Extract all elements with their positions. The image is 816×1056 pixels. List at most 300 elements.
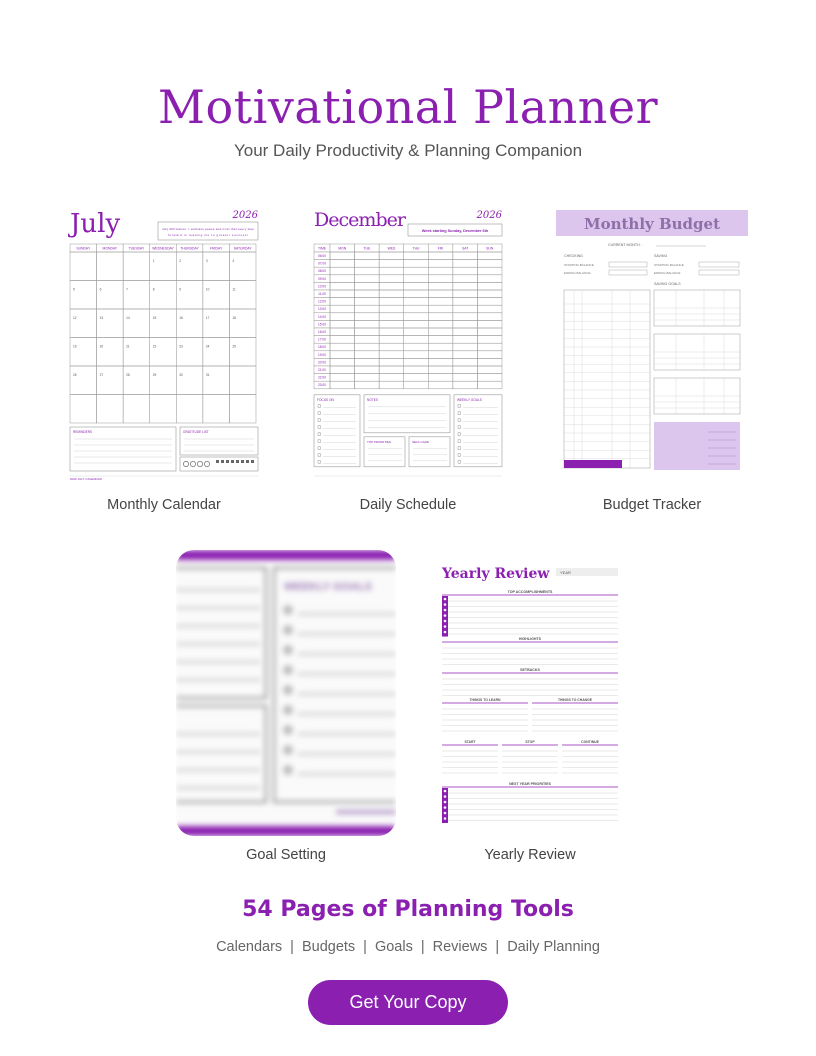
column-label: TIME [317, 246, 327, 251]
date-number: 21 [126, 344, 130, 349]
schedule-cell [330, 358, 355, 366]
calendar-cell [70, 309, 97, 338]
affirmation-text: forward is leading me to greater success! [168, 233, 248, 237]
habit-box [180, 457, 258, 471]
checkbox [458, 454, 461, 457]
bullet-dot [444, 631, 447, 634]
checkbox [458, 447, 461, 450]
schedule-cell [477, 290, 502, 298]
date-number: 12 [73, 316, 77, 320]
bullet-dot [444, 625, 447, 628]
checkbox [458, 433, 461, 436]
separator: | [363, 939, 367, 955]
calendar-cell [229, 309, 256, 338]
schedule-cell [379, 252, 404, 260]
schedule-cell [379, 298, 404, 306]
yearly-title: Yearly Review [442, 566, 550, 582]
balance-field [699, 262, 739, 267]
schedule-cell [355, 374, 380, 382]
date-number: 30 [179, 373, 183, 377]
section-label: START [464, 740, 476, 744]
top-label: TOP PRIORITIES [367, 439, 391, 444]
schedule-cell [379, 320, 404, 328]
time-label: 21:00 [318, 368, 326, 372]
schedule-cell [477, 313, 502, 321]
schedule-cell [428, 267, 453, 275]
date-number: 29 [152, 373, 157, 377]
saving-label: SAVING [654, 254, 668, 258]
schedule-cell [428, 358, 453, 366]
schedule-cell [330, 305, 355, 313]
calendar-cell [97, 395, 124, 424]
date-number: 25 [232, 344, 236, 349]
schedule-cell [404, 328, 429, 336]
schedule-cell [379, 343, 404, 351]
schedule-cell [355, 305, 380, 313]
balance-field [609, 262, 647, 267]
schedule-cell [330, 343, 355, 351]
affirmation-box [158, 222, 258, 240]
calendar-cell [203, 252, 230, 281]
goal-bullet [283, 645, 293, 655]
weekly-goals-label: WEEKLY GOALS [284, 581, 373, 593]
schedule-cell [428, 290, 453, 298]
goal-setting-caption: Goal Setting [246, 847, 326, 863]
habit-dot [231, 460, 234, 463]
calendar-cell [203, 281, 230, 310]
calendar-cell [70, 395, 97, 424]
schedule-cell [355, 381, 380, 389]
bottom-band [176, 826, 396, 836]
schedule-cell [404, 252, 429, 260]
calendar-cell [203, 309, 230, 338]
date-number: 27 [99, 373, 104, 377]
page-title: Motivational Planner [157, 80, 659, 134]
calendar-cell [97, 252, 124, 281]
date-number: 28 [126, 373, 130, 377]
balance-label: STARTING BALANCE [654, 263, 684, 267]
schedule-cell [379, 290, 404, 298]
feature-list [0, 939, 816, 955]
schedule-cell [453, 336, 478, 344]
schedule-cell [404, 351, 429, 359]
section-label: TOP ACCOMPLISHMENTS [507, 590, 553, 594]
schedule-cell [428, 313, 453, 321]
week-label: Week starting Sunday, December 6th [421, 229, 489, 233]
checkbox [458, 440, 461, 443]
bullet-dot [444, 598, 447, 601]
schedule-cell [477, 260, 502, 268]
mood-icon [197, 461, 202, 466]
schedule-cell [379, 267, 404, 275]
calendar-cell [176, 309, 203, 338]
calendar-cell [203, 366, 230, 395]
goal-bullet [283, 625, 293, 635]
calendar-cell [123, 309, 150, 338]
habit-dot [236, 460, 239, 463]
feature-item: Goals [374, 939, 413, 955]
schedule-cell [355, 366, 380, 374]
budget-title: Monthly Budget [583, 215, 721, 233]
date-number: 18 [232, 316, 236, 320]
bullet-dot [444, 817, 447, 820]
calendar-cell [70, 281, 97, 310]
goal-bullet [283, 605, 293, 615]
calendar-cell [97, 309, 124, 338]
schedule-cell [453, 275, 478, 283]
time-label: 07:00 [318, 261, 326, 266]
schedule-cell [453, 366, 478, 374]
section-label: NEXT YEAR PRIORITIES [509, 782, 551, 786]
notes-label: NOTES [367, 397, 378, 402]
checkbox [318, 440, 321, 443]
schedule-cell [477, 336, 502, 344]
goal-bullet [283, 685, 293, 695]
reminders-label: REMINDERS [73, 430, 93, 434]
schedule-cell [428, 275, 453, 283]
schedule-cell [355, 252, 380, 260]
monthly-calendar-caption: Monthly Calendar [107, 497, 221, 513]
schedule-cell [453, 313, 478, 321]
schedule-cell [477, 282, 502, 290]
date-number: 3 [205, 259, 208, 263]
schedule-cell [379, 351, 404, 359]
schedule-cell [330, 267, 355, 275]
schedule-cell [404, 275, 429, 283]
section-label: STOP [525, 740, 535, 744]
date-number: 26 [73, 373, 77, 377]
time-label: 10:00 [318, 284, 326, 289]
mood-icon [190, 461, 195, 466]
goals-box [454, 395, 502, 467]
bullet-dot [444, 603, 447, 606]
section-label: THINGS TO CHANGE [557, 698, 593, 702]
schedule-cell [404, 320, 429, 328]
calendar-cell [123, 338, 150, 367]
habit-dot [241, 460, 244, 463]
bullet-dot [444, 609, 447, 612]
schedule-cell [428, 351, 453, 359]
time-label: 18:00 [318, 345, 326, 350]
calendar-cell [229, 281, 256, 310]
time-label: 06:00 [318, 254, 326, 258]
daily-schedule-preview [312, 204, 504, 484]
schedule-cell [355, 267, 380, 275]
schedule-cell [379, 313, 404, 321]
balance-field [609, 270, 647, 275]
checkbox [458, 461, 461, 464]
calendar-cell [97, 338, 124, 367]
date-number: 1 [152, 259, 155, 263]
habit-dot [246, 460, 249, 463]
column-label: MON [338, 246, 347, 251]
schedule-cell [428, 305, 453, 313]
schedule-cell [379, 328, 404, 336]
checkbox [458, 412, 461, 415]
selfcare-label: SELF-CARE [412, 439, 429, 444]
schedule-cell [477, 252, 502, 260]
date-number: 4 [232, 259, 235, 263]
goal-bullet [283, 765, 293, 775]
year-label: 2026 [476, 210, 502, 221]
total-row [564, 460, 622, 468]
calendar-cell [229, 366, 256, 395]
day-name: FRIDAY [210, 246, 223, 251]
time-label: 08:00 [318, 269, 326, 274]
goal-setting-preview [176, 550, 396, 836]
schedule-cell [330, 320, 355, 328]
bullet-dot [444, 795, 447, 798]
schedule-cell [404, 381, 429, 389]
separator: | [420, 939, 425, 955]
schedule-cell [404, 343, 429, 351]
separator: | [290, 939, 294, 955]
schedule-cell [453, 282, 478, 290]
schedule-cell [428, 282, 453, 290]
schedule-cell [355, 343, 380, 351]
schedule-cell [330, 298, 355, 306]
schedule-cell [355, 282, 380, 290]
goals-label: WEEKLY GOALS [457, 397, 482, 402]
schedule-cell [330, 252, 355, 260]
schedule-cell [428, 252, 453, 260]
calendar-cell [203, 395, 230, 424]
section-label: THINGS TO LEARN [469, 698, 501, 702]
checkbox [318, 454, 321, 457]
calendar-cell [176, 338, 203, 367]
habit-dot [251, 460, 254, 463]
schedule-cell [428, 343, 453, 351]
day-name: SATURDAY [233, 246, 252, 251]
schedule-cell [428, 298, 453, 306]
date-number: 8 [152, 287, 155, 292]
time-label: 11:00 [318, 292, 326, 296]
affirmation-text: July Affirmation: I embrace peace and trust that every step [162, 227, 254, 231]
mood-icon [204, 461, 209, 466]
calendar-cell [123, 395, 150, 424]
day-name: SUNDAY [76, 246, 91, 251]
date-number: 9 [179, 287, 182, 292]
schedule-cell [453, 320, 478, 328]
get-copy-button[interactable]: Get Your Copy [308, 980, 508, 1025]
schedule-cell [330, 374, 355, 382]
balance-label: STARTING BALANCE [564, 263, 594, 267]
column-label: SAT [461, 246, 469, 251]
budget-tracker-preview [556, 204, 748, 474]
schedule-cell [477, 351, 502, 359]
checking-label: CHECKING [564, 254, 583, 258]
schedule-cell [404, 260, 429, 268]
day-name: THURSDAY [180, 246, 199, 251]
schedule-cell [477, 328, 502, 336]
schedule-cell [453, 252, 478, 260]
date-number: 10 [205, 287, 210, 292]
balance-label: ENDING BALANCE [654, 271, 681, 275]
calendar-cell [150, 338, 177, 367]
date-number: 24 [205, 344, 210, 349]
schedule-cell [379, 275, 404, 283]
schedule-cell [330, 275, 355, 283]
section-label: SETBACKS [520, 668, 540, 672]
schedule-cell [379, 305, 404, 313]
time-label: 23:00 [318, 383, 326, 388]
calendar-cell [70, 252, 97, 281]
year-label: YEAR [560, 570, 571, 575]
date-number: 5 [73, 287, 75, 292]
mood-icon [183, 461, 188, 466]
day-name: WEDNESDAY [152, 246, 174, 251]
date-number: 20 [99, 344, 104, 349]
bullet-dot [444, 614, 447, 617]
page-subtitle: Your Daily Productivity & Planning Companion [233, 141, 583, 160]
date-number: 22 [152, 344, 157, 349]
schedule-cell [477, 305, 502, 313]
goal-bullet [283, 665, 293, 675]
schedule-cell [404, 358, 429, 366]
focus-label: FOCUS ON [317, 397, 334, 402]
column-label: WED [387, 246, 396, 251]
schedule-cell [453, 298, 478, 306]
time-label: 16:00 [318, 330, 326, 334]
schedule-cell [379, 381, 404, 389]
calendar-cell [123, 281, 150, 310]
calendar-cell [150, 281, 177, 310]
time-label: 13:00 [318, 307, 326, 312]
day-name: TUESDAY [128, 246, 145, 251]
calendar-cell [150, 252, 177, 281]
checkbox [458, 419, 461, 422]
schedule-cell [477, 381, 502, 389]
calendar-cell [150, 395, 177, 424]
calendar-cell [203, 338, 230, 367]
section-label: HIGHLIGHTS [518, 637, 542, 641]
date-number: 16 [179, 316, 183, 320]
time-label: 17:00 [318, 337, 326, 342]
schedule-cell [477, 366, 502, 374]
schedule-cell [404, 298, 429, 306]
checkbox [318, 405, 321, 408]
schedule-cell [355, 336, 380, 344]
schedule-cell [453, 374, 478, 382]
schedule-cell [428, 374, 453, 382]
schedule-cell [453, 381, 478, 389]
feature-item: Budgets [301, 939, 356, 955]
time-label: 19:00 [318, 352, 326, 357]
date-number: 14 [126, 316, 130, 320]
column-label: THU [412, 246, 420, 251]
date-number: 2 [179, 259, 182, 263]
goal-bullet [283, 705, 293, 715]
yearly-review-preview [440, 560, 620, 826]
checkbox [318, 426, 321, 429]
schedule-cell [379, 336, 404, 344]
time-label: 20:00 [318, 360, 326, 365]
calendar-cell [97, 366, 124, 395]
schedule-cell [355, 298, 380, 306]
year-label: 2026 [232, 210, 258, 221]
checkbox [458, 426, 461, 429]
schedule-cell [477, 275, 502, 283]
feature-item: Daily Planning [507, 939, 600, 955]
goal-bullet [283, 745, 293, 755]
footer-text: 2026 JULY CALENDAR [70, 477, 102, 481]
budget-tracker-caption: Budget Tracker [602, 497, 702, 513]
schedule-cell [330, 260, 355, 268]
schedule-cell [428, 336, 453, 344]
separator: | [495, 939, 500, 955]
schedule-cell [330, 336, 355, 344]
month-title: July [70, 209, 121, 239]
gratitude-label: GRATITUDE LIST [183, 430, 209, 434]
calendar-cell [150, 309, 177, 338]
schedule-cell [404, 336, 429, 344]
yearly-review-caption: Yearly Review [484, 847, 576, 863]
schedule-cell [453, 358, 478, 366]
schedule-cell [453, 290, 478, 298]
schedule-cell [379, 260, 404, 268]
date-number: 6 [99, 287, 102, 292]
schedule-cell [477, 343, 502, 351]
schedule-cell [404, 290, 429, 298]
schedule-cell [453, 267, 478, 275]
schedule-cell [477, 267, 502, 275]
current-month-label: CURRENT MONTH : [608, 243, 642, 247]
schedule-cell [453, 260, 478, 268]
feature-item: Calendars [216, 939, 283, 955]
time-label: 09:00 [318, 276, 326, 281]
schedule-cell [453, 305, 478, 313]
date-number: 11 [232, 287, 236, 292]
calendar-cell [176, 366, 203, 395]
time-label: 22:00 [318, 375, 326, 380]
expense-table [564, 290, 650, 468]
focus-box [314, 395, 360, 467]
habit-dot [226, 460, 229, 463]
schedule-cell [428, 366, 453, 374]
checkbox [318, 419, 321, 422]
saving-goals-label: SAVING GOALS [654, 282, 681, 286]
checkbox [458, 405, 461, 408]
feature-item: Reviews [432, 939, 488, 955]
schedule-cell [453, 351, 478, 359]
calendar-cell [176, 281, 203, 310]
calendar-cell [229, 395, 256, 424]
schedule-cell [355, 328, 380, 336]
calendar-cell [123, 252, 150, 281]
schedule-cell [330, 381, 355, 389]
date-number: 31 [205, 373, 210, 377]
column-label: SUN [486, 246, 494, 251]
schedule-cell [379, 282, 404, 290]
time-label: 15:00 [318, 322, 326, 327]
schedule-cell [379, 358, 404, 366]
checkbox [318, 447, 321, 450]
bullet-dot [444, 801, 447, 804]
schedule-cell [355, 313, 380, 321]
schedule-cell [404, 374, 429, 382]
goal-bullet [283, 725, 293, 735]
schedule-cell [355, 320, 380, 328]
schedule-cell [330, 313, 355, 321]
summary-box [654, 422, 740, 470]
date-number: 13 [99, 316, 104, 320]
schedule-cell [404, 282, 429, 290]
checkbox [318, 412, 321, 415]
schedule-cell [477, 298, 502, 306]
schedule-cell [330, 282, 355, 290]
schedule-cell [355, 351, 380, 359]
schedule-cell [379, 366, 404, 374]
